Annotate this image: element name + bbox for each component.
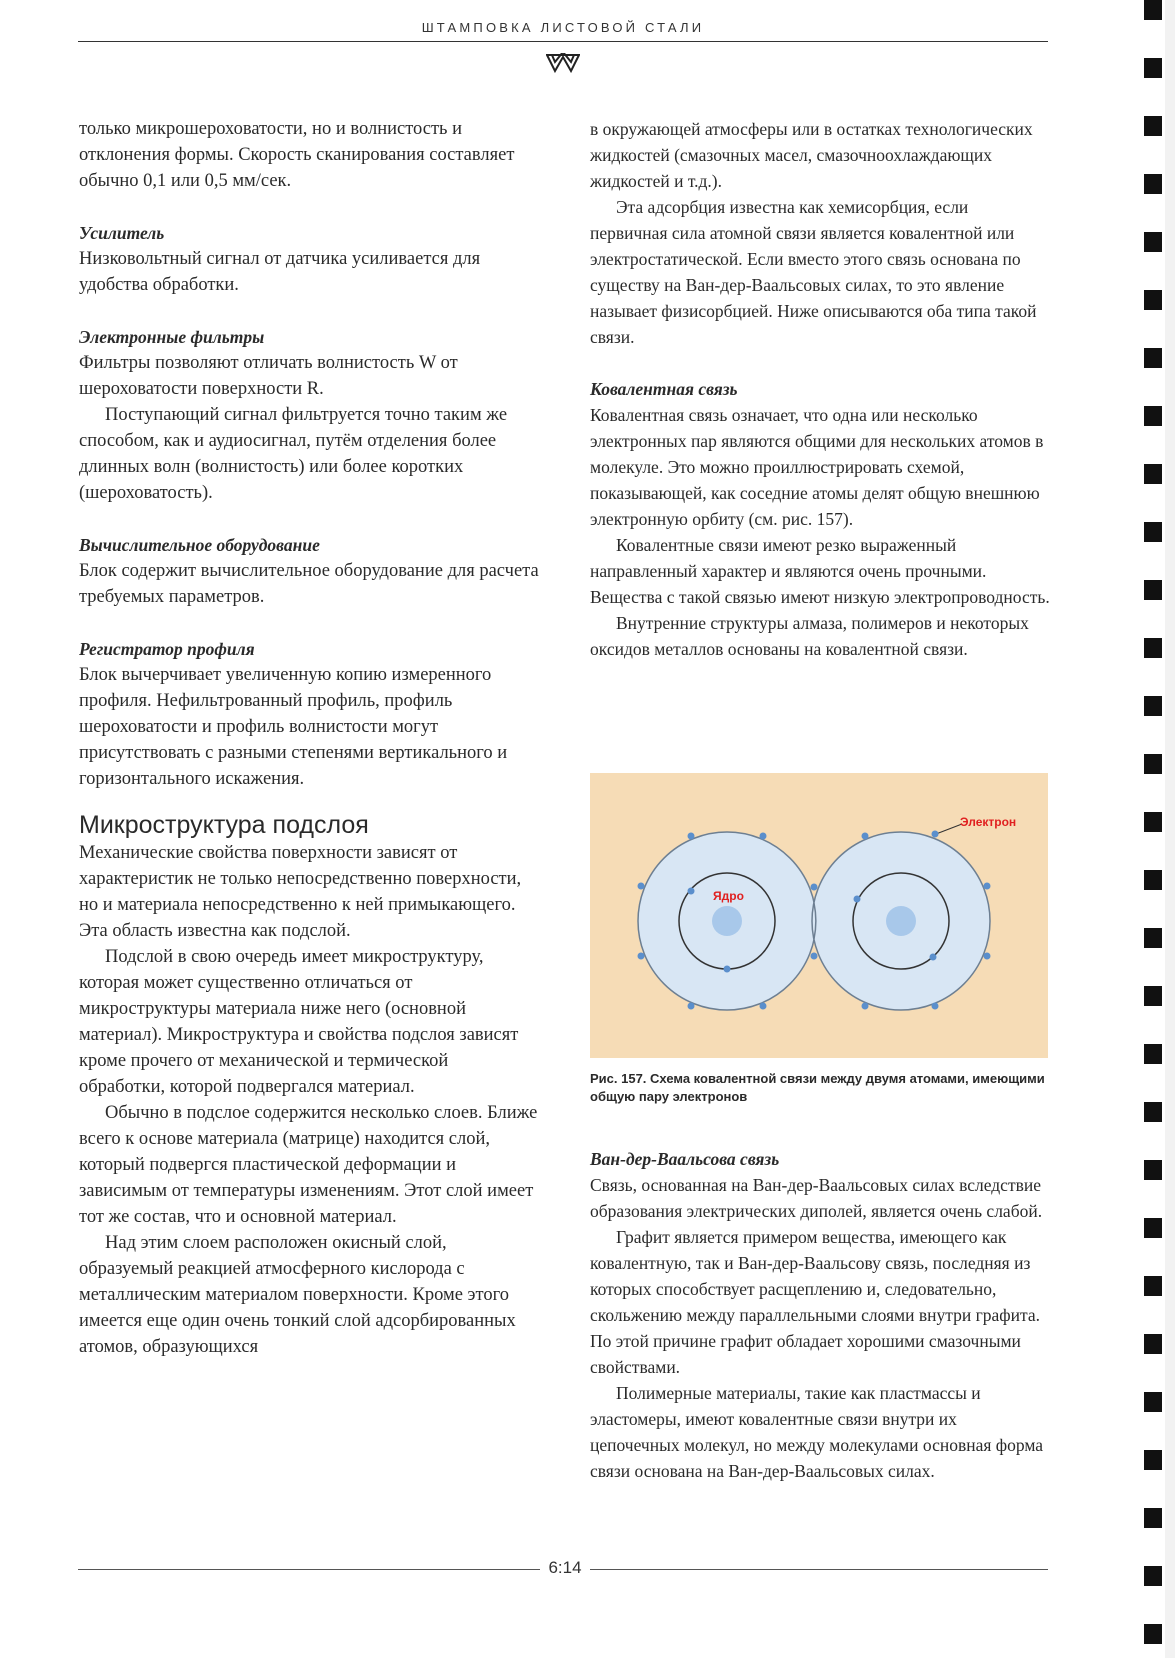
electron bbox=[984, 883, 991, 890]
electron bbox=[930, 954, 937, 961]
paragraph: Блок содержит вычислительное оборудование для расчета требуемых параметров. bbox=[79, 561, 539, 607]
section-title-filters: Электронные фильтры bbox=[79, 327, 265, 347]
section-heading-microstructure: Микроструктура подслоя bbox=[79, 811, 369, 839]
electron bbox=[984, 953, 991, 960]
intro-paragraph: только микрошероховатости, но и волнистость и отклонения формы. Скорость сканирования составляет обычно 0,1 или 0,5 мм/сек. bbox=[79, 119, 515, 191]
paragraph: Подслой в свою очередь имеет микроструктуру, которая может существенно отличаться от микроструктуры материала ниже него (основной материал). Микроструктура и свойства подслоя зависят кроме прочего от механической и термической обработки, которой подвергался материал. bbox=[79, 947, 519, 1097]
electron bbox=[724, 966, 731, 973]
paragraph: Полимерные материалы, такие как пластмассы и эластомеры, имеют ковалентные связи внутри их цепочечных молекул, но между молекулами основная форма связи основана на Ван-дер-Ваальсовых силах. bbox=[590, 1383, 1044, 1481]
electron bbox=[760, 833, 767, 840]
right-column bbox=[590, 116, 1050, 662]
paragraph: Низковольтный сигнал от датчика усиливается для удобства обработки. bbox=[79, 249, 481, 295]
paragraph: Графит является примером вещества, имеющего как ковалентную, так и Ван-дер-Ваальсову связь, последняя из которых способствует расщеплению и, следовательно, скольжению между параллельными слоями внутри графита. По этой причине графит обладает хорошими смазочными свойствами. bbox=[590, 1227, 1040, 1377]
electron bbox=[932, 831, 939, 838]
paragraph: Фильтры позволяют отличать волнистость W от шероховатости поверхности R. bbox=[79, 353, 458, 399]
covalent-bond-diagram bbox=[590, 773, 1048, 1058]
paragraph: в окружающей атмосферы или в остатках технологических жидкостей (смазочных масел, смазочноохлаждающих жидкостей и т.д.). bbox=[590, 119, 1033, 191]
publisher-logo-icon bbox=[546, 53, 580, 73]
section-title-computing: Вычислительное оборудование bbox=[79, 535, 320, 555]
paragraph: Эта адсорбция известна как хемисорбция, если первичная сила атомной связи является ковалентной или электростатической. Если вместо этого связь основана по существу на Ван-дер-Ваальсовых силах, то это явление называет физисорбцией. Ниже описываются оба типа такой связи. bbox=[590, 197, 1037, 347]
running-title: ШТАМПОВКА ЛИСТОВОЙ СТАЛИ bbox=[421, 20, 705, 35]
paragraph: Ковалентные связи имеют резко выраженный направленный характер и являются очень прочными. Вещества с такой связью имеют низкую электропроводность. bbox=[590, 535, 1050, 607]
label-electron: Электрон bbox=[960, 815, 1017, 829]
nucleus-right bbox=[886, 906, 916, 936]
electron bbox=[932, 1003, 939, 1010]
electron bbox=[688, 888, 695, 895]
paragraph: Поступающий сигнал фильтруется точно таким же способом, как и аудиосигнал, путём отделения более длинных волн (волнистость) или более коротких (шероховатость). bbox=[79, 405, 508, 503]
page-edge bbox=[1165, 0, 1175, 1658]
paragraph: Блок вычерчивает увеличенную копию измеренного профиля. Нефильтрованный профиль, профиль шероховатости и профиль волнистости могут присутствовать с разными степенями вертикального и горизонтального искажения. bbox=[79, 665, 508, 789]
footer-rule-left bbox=[78, 1569, 540, 1570]
electron bbox=[688, 1003, 695, 1010]
header-rule bbox=[78, 41, 1048, 42]
paragraph: Внутренние структуры алмаза, полимеров и некоторых оксидов металлов основаны на ковалентной связи. bbox=[590, 613, 1029, 659]
electron bbox=[638, 953, 645, 960]
section-title-covalent: Ковалентная связь bbox=[590, 379, 738, 399]
footer-rule-right bbox=[590, 1569, 1048, 1570]
shared-electron bbox=[811, 884, 818, 891]
section-title-recorder: Регистратор профиля bbox=[79, 639, 255, 659]
nucleus-left bbox=[712, 906, 742, 936]
shared-electron bbox=[811, 953, 818, 960]
section-title-van-der-waals: Ван-дер-Ваальсова связь bbox=[590, 1149, 780, 1169]
electron bbox=[862, 833, 869, 840]
section-title-amplifier: Усилитель bbox=[79, 223, 165, 243]
electron bbox=[760, 1003, 767, 1010]
page-number: 6:14 bbox=[548, 1558, 582, 1577]
figure-caption: Рис. 157. Схема ковалентной связи между двумя атомами, имеющими общую пару электронов bbox=[590, 1071, 1045, 1104]
electron bbox=[638, 883, 645, 890]
electron bbox=[854, 896, 861, 903]
paragraph: Ковалентная связь означает, что одна или несколько электронных пар являются общими для нескольких атомов в молекуле. Это можно проиллюстрировать схемой, показывающей, как соседние атомы делят общую внешнюю электронную орбиту (см. рис. 157). bbox=[590, 405, 1044, 529]
paragraph: Механические свойства поверхности зависят от характеристик не только непосредственно поверхности, но и материала непосредственно к ней примыкающего. Эта область известна как подслой. bbox=[79, 843, 522, 941]
right-column-lower bbox=[590, 1146, 1050, 1484]
paragraph: Связь, основанная на Ван-дер-Ваальсовых силах вследствие образования электрических диполей, является очень слабой. bbox=[590, 1175, 1043, 1221]
paragraph: Над этим слоем расположен окисный слой, образуемый реакцией атмосферного кислорода с металлическим материалом поверхности. Кроме этого имеется еще один очень тонкий слой адсорбированных атомов, образующихся bbox=[79, 1233, 516, 1357]
covalent-bond-figure bbox=[590, 773, 1048, 1058]
electron bbox=[688, 833, 695, 840]
label-nucleus: Ядро bbox=[713, 889, 744, 903]
paragraph: Обычно в подслое содержится несколько слоев. Ближе всего к основе материала (матрице) находится слой, который подвергся пластической деформации и зависимым от температуры изменениям. Этот слой имеет тот же состав, что и основной материал. bbox=[79, 1103, 538, 1227]
left-column bbox=[79, 116, 539, 1360]
electron bbox=[862, 1003, 869, 1010]
binding-marks bbox=[1144, 0, 1162, 1658]
